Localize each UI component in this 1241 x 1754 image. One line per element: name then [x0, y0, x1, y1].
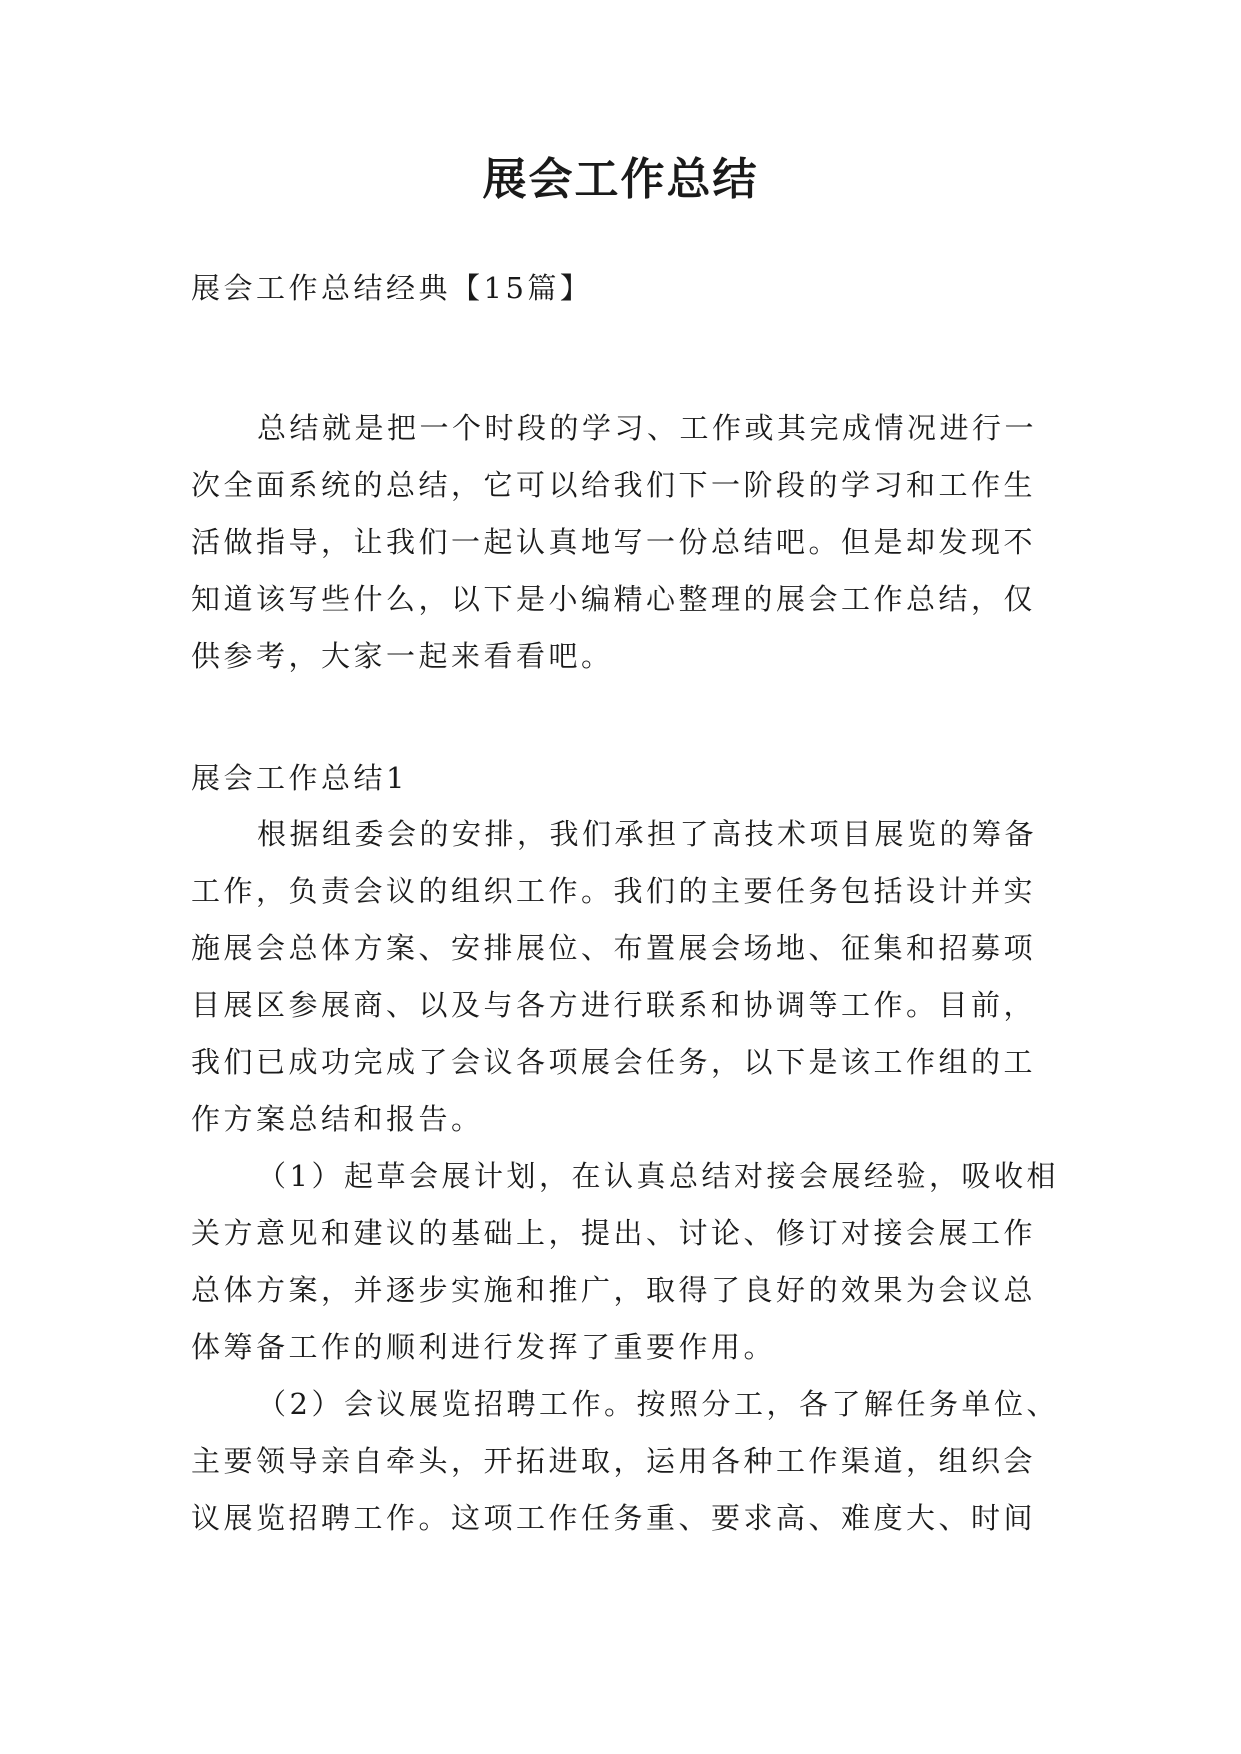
intro-paragraph: 总结就是把一个时段的学习、工作或其完成情况进行一次全面系统的总结，它可以给我们下一阶段的学习和工作生活做指导，让我们一起认真地写一份总结吧。但是却发现不知道该写些什么，以下是小编精心整理的展会工作总结，仅供参考，大家一起来看看吧。	[191, 411, 1038, 673]
body-paragraph: 根据组委会的安排，我们承担了高技术项目展览的筹备工作，负责会议的组织工作。我们的主要任务包括设计并实施展会总体方案、安排展位、布置展会场地、征集和招募项目展区参展商、以及与各方进行联系和协调等工作。目前，我们已成功完成了会议各项展会任务，以下是该工作组的工作方案总结和报告。	[191, 817, 1038, 1136]
document-subtitle: 展会工作总结经典【15篇】	[191, 271, 593, 305]
document-title: 展会工作总结	[482, 154, 759, 205]
body-paragraph: （2）会议展览招聘工作。按照分工，各了解任务单位、主要领导亲自牵头，开拓进取，运用各种工作渠道，组织会议展览招聘工作。这项工作任务重、要求高、难度大、时间	[191, 1387, 1059, 1535]
body-paragraph: （1）起草会展计划，在认真总结对接会展经验，吸收相关方意见和建议的基础上，提出、讨论、修订对接会展工作总体方案，并逐步实施和推广，取得了良好的效果为会议总体筹备工作的顺利进行发挥了重要作用。	[191, 1159, 1059, 1364]
section-heading: 展会工作总结1	[191, 761, 408, 795]
